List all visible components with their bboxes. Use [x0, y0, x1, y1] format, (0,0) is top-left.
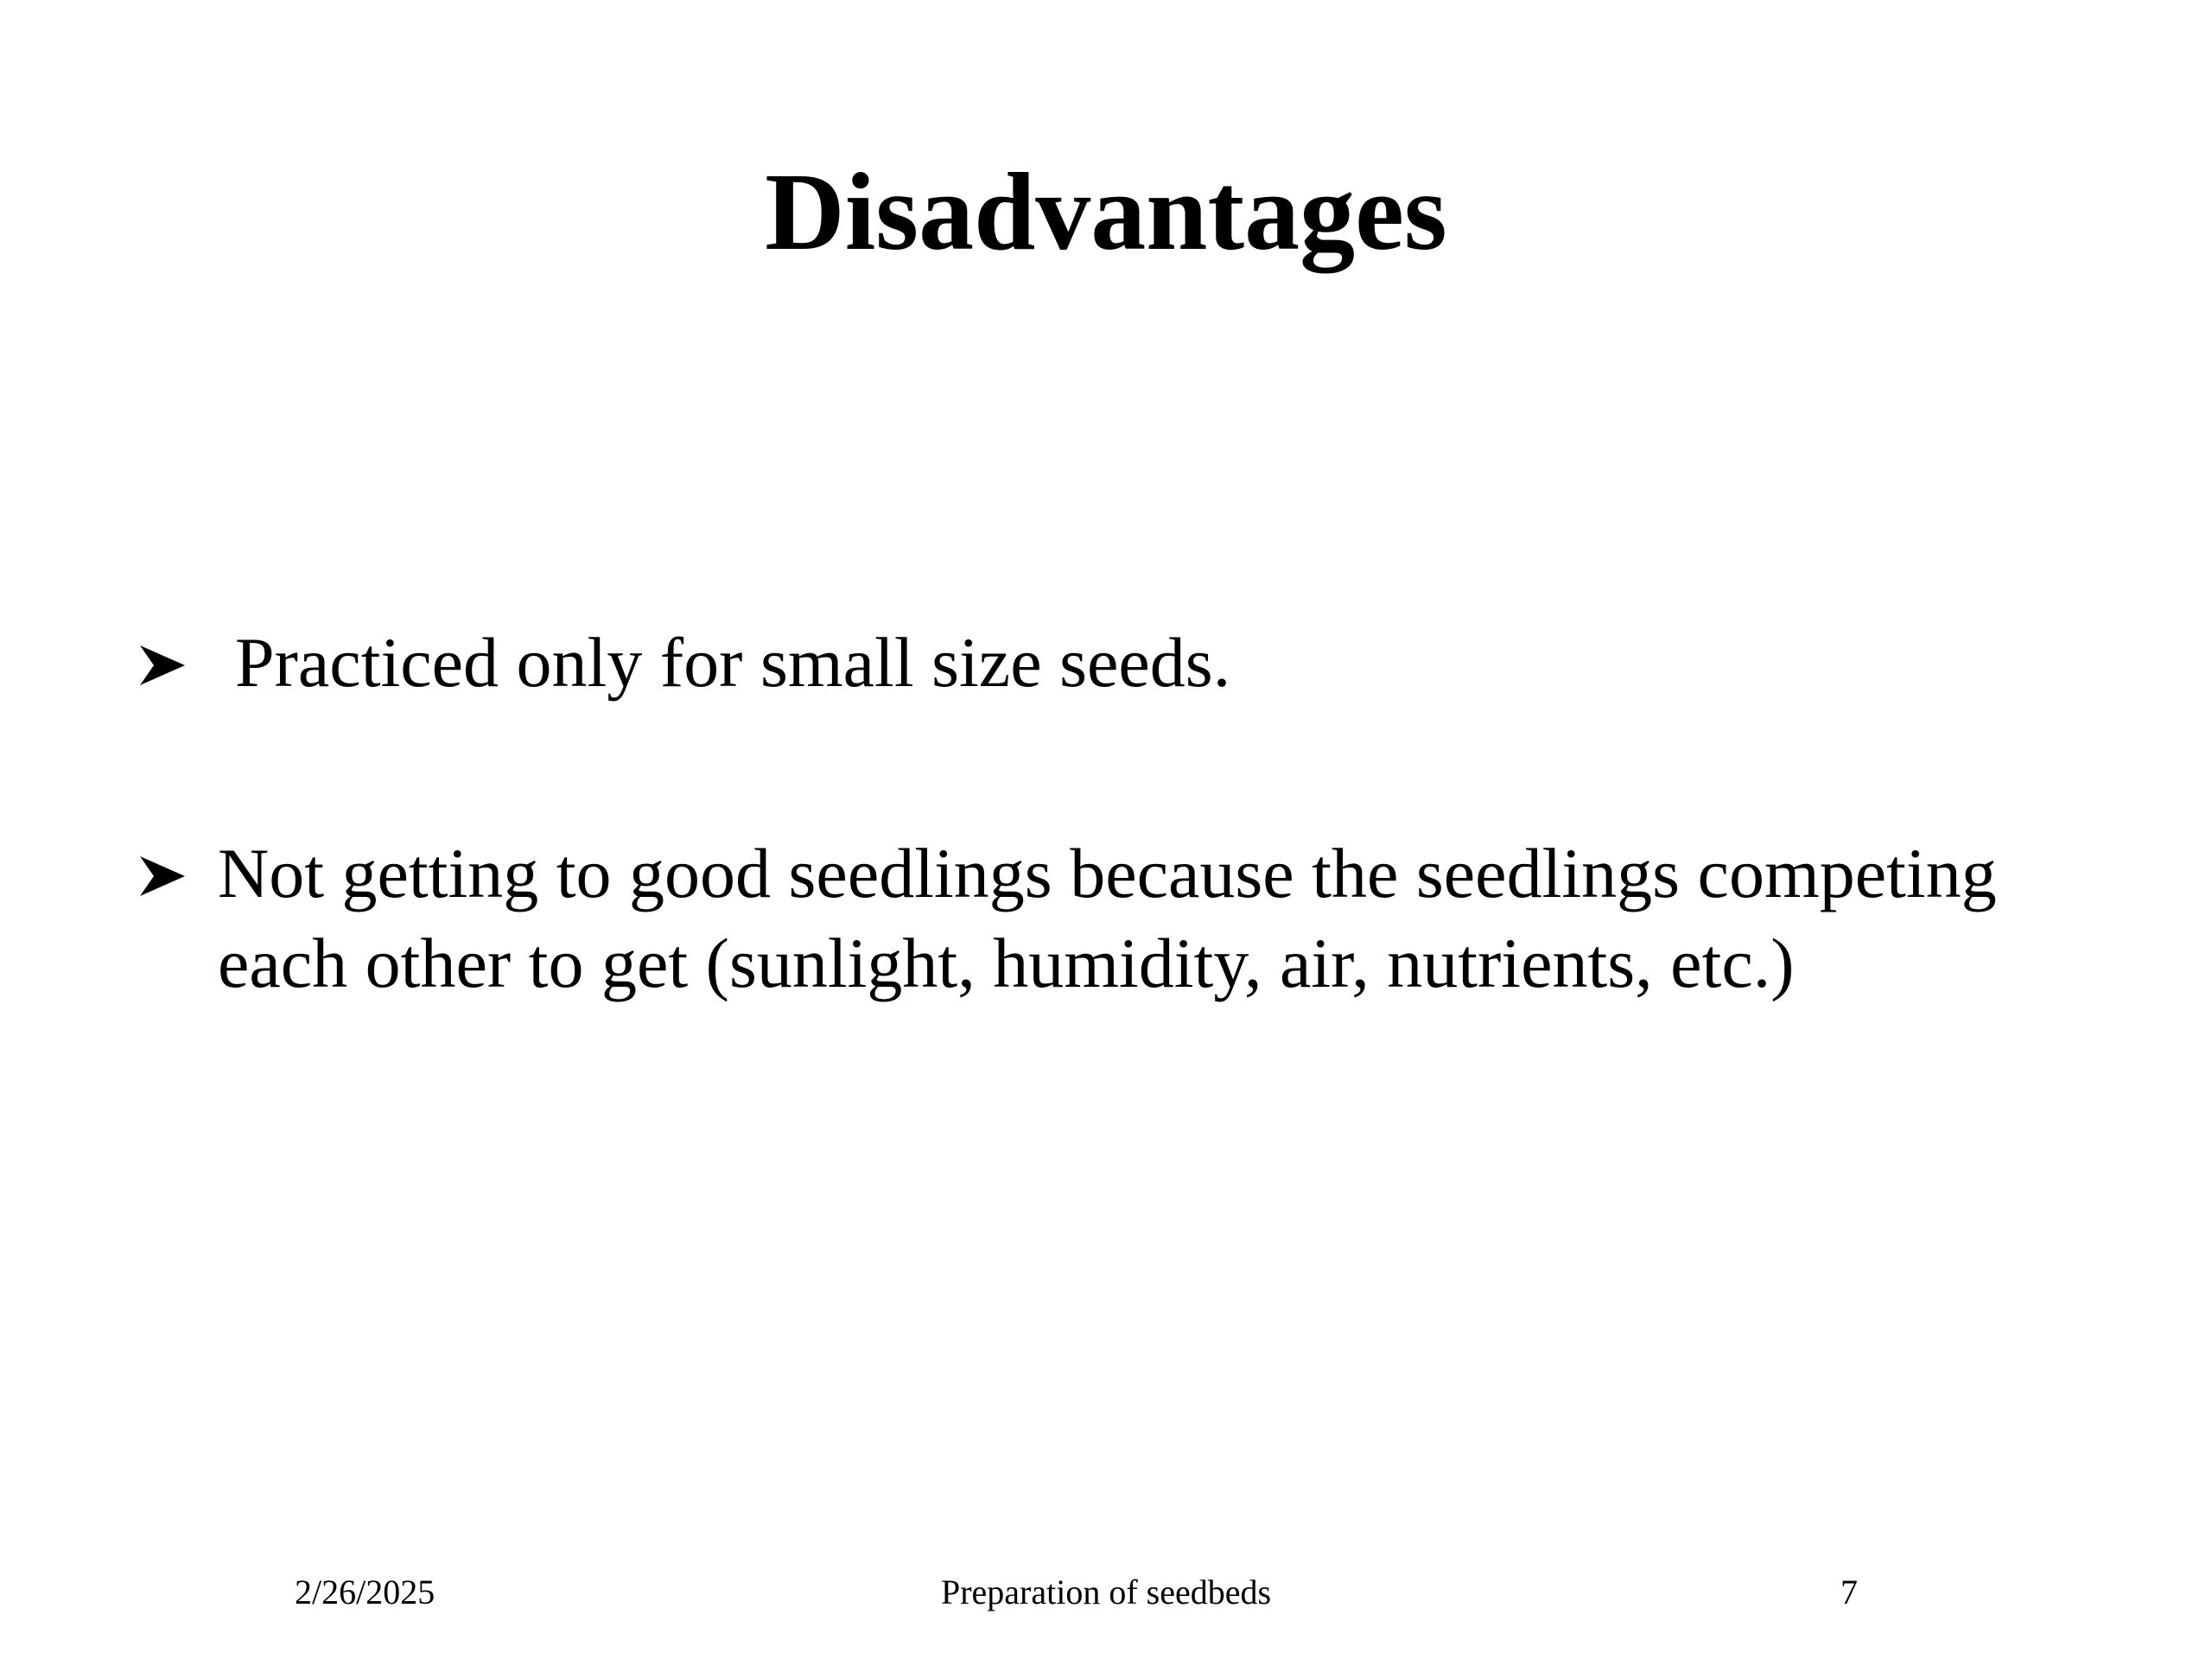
slide-title: Disadvantages: [765, 150, 1447, 273]
bullet-item: [138, 829, 2126, 1008]
bullet-text: Practiced only for small size seeds.: [235, 623, 1231, 702]
bullet-list: [138, 618, 2126, 1008]
arrowhead-bullet-icon: [138, 855, 187, 898]
footer-title: Preparation of seedbeds: [940, 1573, 1272, 1611]
arrowhead-bullet-icon: [138, 644, 187, 687]
bullet-item: [138, 618, 2126, 708]
footer-date: 2/26/2025: [295, 1573, 435, 1611]
footer-page-number: 7: [1840, 1573, 1858, 1611]
bullet-text: Not getting to good seedlings because the seedlings competing each other to get (sunlight, humidity, air, nutrients, etc.): [218, 834, 1997, 1002]
